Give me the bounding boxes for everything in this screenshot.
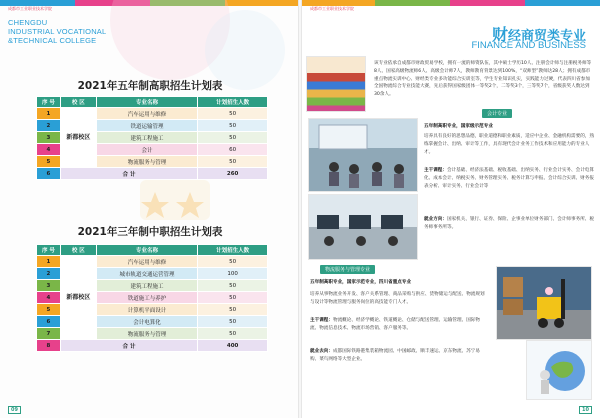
header-count: 计划招生人数 bbox=[198, 97, 268, 108]
school-en-line-1: CHENGDU bbox=[8, 18, 48, 27]
header-campus: 校 区 bbox=[60, 245, 96, 256]
row-number: 3 bbox=[37, 280, 61, 292]
major-name: 汽车运用与维修 bbox=[96, 108, 198, 120]
table-row bbox=[37, 256, 268, 268]
major-name: 计算机平面设计 bbox=[96, 304, 198, 316]
planned-count: 50 bbox=[198, 120, 268, 132]
logistics-banner: 物流服务与管理专业 bbox=[320, 265, 375, 274]
courses-label: 主干课程： bbox=[424, 168, 447, 173]
row-number: 6 bbox=[37, 316, 61, 328]
total-row bbox=[37, 340, 268, 352]
header-no: 序 号 bbox=[37, 245, 61, 256]
jobs-label: 就业方向： bbox=[424, 217, 447, 222]
jobs-label: 就业去向： bbox=[310, 349, 333, 354]
row-number: 8 bbox=[37, 340, 61, 352]
three-year-plan-table bbox=[36, 244, 268, 352]
star-decoration-icon bbox=[140, 190, 210, 220]
row-number: 3 bbox=[37, 132, 61, 144]
total-row bbox=[37, 168, 268, 180]
accounting-heading: 五年制高职专业，国家级示范专业 bbox=[424, 124, 493, 129]
major-name: 建筑工程施工 bbox=[96, 280, 198, 292]
table-row bbox=[37, 108, 268, 120]
accounting-banner: 会计专业 bbox=[482, 109, 512, 118]
jobs-text: 国家机关、银行、证券、保险、企事业单位财务部门、会计师事务所、税务师事务所等。 bbox=[424, 217, 594, 230]
campus-cell: 新都校区 bbox=[60, 256, 96, 340]
three-year-plan-title: 2021年三年制中职招生计划表 bbox=[77, 226, 223, 238]
major-name: 建筑工程施工 bbox=[96, 132, 198, 144]
five-year-plan-table bbox=[36, 96, 268, 180]
header-no: 序 号 bbox=[37, 97, 61, 108]
computer-lab-photo bbox=[308, 194, 418, 260]
header-major: 专业名称 bbox=[96, 245, 198, 256]
logistics-heading: 五年制高职专业，国家示范专业，四川省重点专业 bbox=[310, 280, 412, 285]
planned-count: 50 bbox=[198, 292, 268, 304]
title-first-char: 财 bbox=[491, 25, 508, 44]
accounting-jobs bbox=[424, 216, 594, 232]
planned-count: 50 bbox=[198, 256, 268, 268]
classroom-photo bbox=[308, 118, 418, 192]
school-en-line-3: &TECHNICAL COLLEGE bbox=[8, 36, 97, 45]
row-number: 5 bbox=[37, 304, 61, 316]
logistics-jobs bbox=[310, 348, 488, 364]
header-campus: 校 区 bbox=[60, 97, 96, 108]
planned-count: 50 bbox=[198, 280, 268, 292]
major-name: 铁道施工与养护 bbox=[96, 292, 198, 304]
page-number: 10 bbox=[579, 406, 592, 414]
planned-count: 100 bbox=[198, 268, 268, 280]
total-count: 260 bbox=[198, 168, 268, 180]
planned-count: 50 bbox=[198, 156, 268, 168]
accounting-courses bbox=[424, 167, 594, 190]
logistics-goal: 培养从事物流业务开发、客户关系管理、商品采购与供应、货物储运与配送、物流规划与设计等物流管理与服务岗位的高技能专门人才。 bbox=[310, 292, 485, 305]
logistics-courses bbox=[310, 317, 488, 333]
courses-text: 会计基础、经济法基础、税收基础、出纳实务、行业会计实务、会计电算化、成本会计、纳税实务、财务管理实务、税务计算与申报、会计综合实训、财务报表分析、审计实务、行业会计等 bbox=[424, 168, 594, 189]
right-page bbox=[300, 0, 600, 418]
page-number: 09 bbox=[8, 406, 21, 414]
five-year-plan-title: 2021年五年制高职招生计划表 bbox=[77, 80, 223, 92]
row-number: 6 bbox=[37, 168, 61, 180]
header-count: 计划招生人数 bbox=[198, 245, 268, 256]
top-caption: 成都市工业职业技术学院 bbox=[8, 6, 52, 11]
courses-label: 主干课程： bbox=[310, 318, 333, 323]
row-number: 7 bbox=[37, 328, 61, 340]
planned-count: 50 bbox=[198, 304, 268, 316]
row-number: 1 bbox=[37, 256, 61, 268]
total-label: 合 计 bbox=[60, 340, 197, 352]
major-name: 铁道运输管理 bbox=[96, 120, 198, 132]
row-number: 5 bbox=[37, 156, 61, 168]
globe-figure-photo bbox=[526, 340, 592, 400]
book-spine bbox=[298, 0, 302, 418]
major-name: 物流服务与管理 bbox=[96, 328, 198, 340]
courses-text: 物流概论、经济学概论、铁道概论、仓储与配送管理、运输管理、国际物流、物流信息技术、物流市场营销、客户服务等。 bbox=[310, 318, 480, 331]
intro-paragraph: 该专业依承自成都市财政贸易学校，拥有一流的师资队伍，其中硕士学历10人、注册会计师与注册税务师等8人、国家高级物流师6人、高级会计师7人，教师教育背景达到100%，“双师型”教师达28人；拥有成都市重点物流实训中心、财经类专业多功能综合实训室等，学生专业知识扎实，实践能力过硬，代表四川省参加全国物流综合专业技能大赛，先后获得国家级团体一等奖2个，二等奖3个，三等奖7个，省级获奖人数达到30余人。 bbox=[374, 61, 592, 98]
row-number: 1 bbox=[37, 108, 61, 120]
planned-count: 60 bbox=[198, 144, 268, 156]
planned-count: 50 bbox=[198, 132, 268, 144]
major-name: 会计 bbox=[96, 144, 198, 156]
planned-count: 50 bbox=[198, 316, 268, 328]
school-en-line-2: INDUSTRIAL VOCATIONAL bbox=[8, 27, 107, 36]
accounting-goal: 培养具有良好的思想品德，职业道德和职业素质，适应中企业、金融机构需要的，熟练掌握会计、出纳、审计等工作，具有现代会计业务工作技术和应用能力的专业人才。 bbox=[424, 134, 594, 155]
major-name: 汽车运用与维修 bbox=[96, 256, 198, 268]
total-label: 合 计 bbox=[60, 168, 197, 180]
school-english-name bbox=[8, 18, 106, 45]
jobs-text: 成都国际铁路港集装箱物流园、中国邮政、顺丰速运、京东物流、苏宁易购、菜鸟网络等大型企业。 bbox=[310, 349, 480, 362]
planned-count: 50 bbox=[198, 108, 268, 120]
major-name: 物流服务与管理 bbox=[96, 156, 198, 168]
major-name: 会计电算化 bbox=[96, 316, 198, 328]
warehouse-forklift-photo bbox=[496, 266, 592, 340]
row-number: 4 bbox=[37, 292, 61, 304]
books-photo bbox=[306, 56, 366, 112]
row-number: 4 bbox=[37, 144, 61, 156]
row-number: 2 bbox=[37, 268, 61, 280]
section-title-en: FINANCE AND BUSINESS bbox=[471, 40, 586, 51]
title-rest: 经商贸类专业 bbox=[507, 29, 586, 44]
top-caption: 成都市工业职业技术学院 bbox=[310, 6, 354, 11]
row-number: 2 bbox=[37, 120, 61, 132]
total-count: 400 bbox=[198, 340, 268, 352]
header-major: 专业名称 bbox=[96, 97, 198, 108]
planned-count: 50 bbox=[198, 328, 268, 340]
major-name: 城市轨道交通运营管理 bbox=[96, 268, 198, 280]
campus-cell: 新都校区 bbox=[60, 108, 96, 168]
